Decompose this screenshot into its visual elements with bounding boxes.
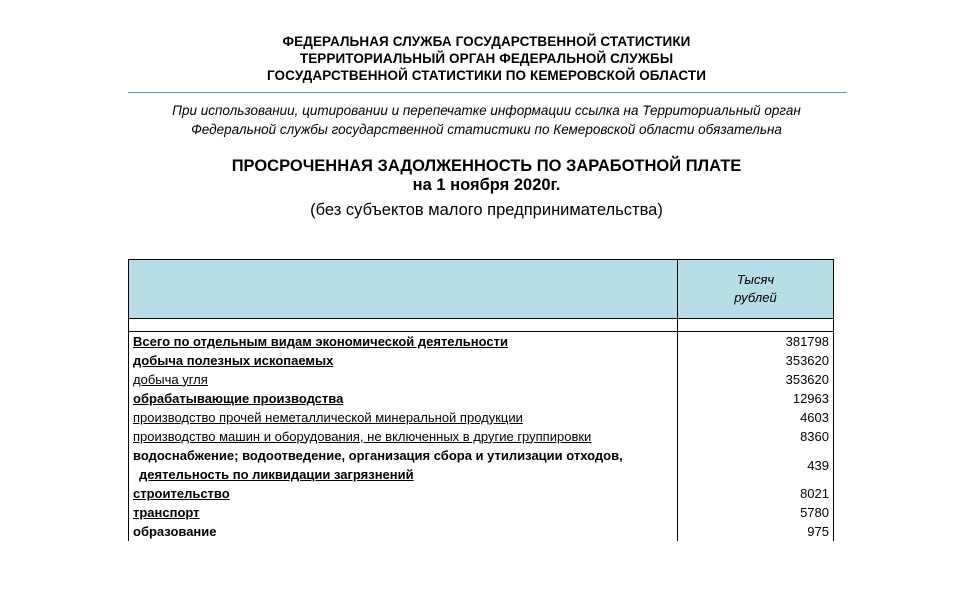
notice-line-2: Федеральной службы государственной статистики по Кемеровской области обязательна (191, 122, 782, 137)
table-row (129, 332, 834, 352)
title-line-1: ПРОСРОЧЕННАЯ ЗАДОЛЖЕННОСТЬ ПО ЗАРАБОТНОЙ ПЛАТЕ (231, 157, 742, 175)
header-label-cell (129, 260, 678, 319)
row-label-text: производство прочей неметаллической минеральной продукции (133, 409, 523, 425)
row-label-text: производство машин и оборудования, не включенных в другие группировки (133, 428, 592, 444)
table-row (129, 370, 834, 389)
row-label-text: обрабатывающие производства (133, 390, 344, 406)
row-label-text: строительство (133, 485, 230, 501)
title-line-2: на 1 ноября 2020г. (412, 176, 561, 194)
table-row (129, 484, 834, 503)
header-divider (128, 92, 847, 93)
org-header-line-1: ФЕДЕРАЛЬНАЯ СЛУЖБА ГОСУДАРСТВЕННОЙ СТАТИСТИКИ (282, 34, 691, 49)
organization-header (0, 33, 973, 84)
spacer-cell (129, 319, 678, 332)
row-value: 975 (678, 522, 834, 541)
row-label (129, 389, 678, 408)
row-label-text: образование (133, 523, 217, 539)
unit-line-2: рублей (734, 290, 777, 305)
row-value: 8360 (678, 427, 834, 446)
citation-notice (0, 101, 973, 139)
org-header-line-2: ТЕРРИТОРИАЛЬНЫЙ ОРГАН ФЕДЕРАЛЬНОЙ СЛУЖБЫ (299, 51, 674, 66)
row-label (129, 446, 678, 484)
arrears-table (128, 259, 834, 541)
row-value: 8021 (678, 484, 834, 503)
table-row (129, 389, 834, 408)
row-label (129, 427, 678, 446)
table-row (129, 351, 834, 370)
row-label-line-2: деятельность по ликвидации загрязнений (139, 467, 414, 482)
table-row (129, 503, 834, 522)
table-row (129, 427, 834, 446)
table-row (129, 408, 834, 427)
row-label (129, 370, 678, 389)
org-header-line-3: ГОСУДАРСТВЕННОЙ СТАТИСТИКИ ПО КЕМЕРОВСКОЙ ОБЛАСТИ (266, 68, 707, 83)
row-value: 353620 (678, 370, 834, 389)
row-label-text: Всего по отдельным видам экономической деятельности (133, 333, 508, 349)
row-label-text: добыча угля (133, 371, 208, 387)
row-value: 381798 (678, 332, 834, 352)
row-value: 5780 (678, 503, 834, 522)
unit-line-1: Тысяч (736, 272, 775, 287)
row-label (129, 408, 678, 427)
row-value: 12963 (678, 389, 834, 408)
row-label-text: добыча полезных ископаемых (133, 352, 334, 368)
notice-line-1: При использовании, цитировании и перепечатке информации ссылка на Территориальный орган (172, 103, 801, 118)
table-row (129, 522, 834, 541)
row-label (129, 484, 678, 503)
row-label (129, 522, 678, 541)
document-subtitle: (без субъектов малого предпринимательства) (310, 201, 663, 219)
row-label-line-1: водоснабжение; водоотведение, организация сбора и утилизации отходов, (133, 448, 623, 463)
row-value: 353620 (678, 351, 834, 370)
row-label (129, 332, 678, 352)
row-label-text: транспорт (133, 504, 200, 520)
row-value: 439 (678, 446, 834, 484)
document-title (0, 157, 973, 195)
row-label (129, 503, 678, 522)
unit-header-cell (678, 260, 834, 319)
table-header-row (129, 260, 834, 319)
row-value: 4603 (678, 408, 834, 427)
row-label (129, 351, 678, 370)
table-row (129, 446, 834, 484)
table-spacer-row (129, 319, 834, 332)
spacer-cell (678, 319, 834, 332)
